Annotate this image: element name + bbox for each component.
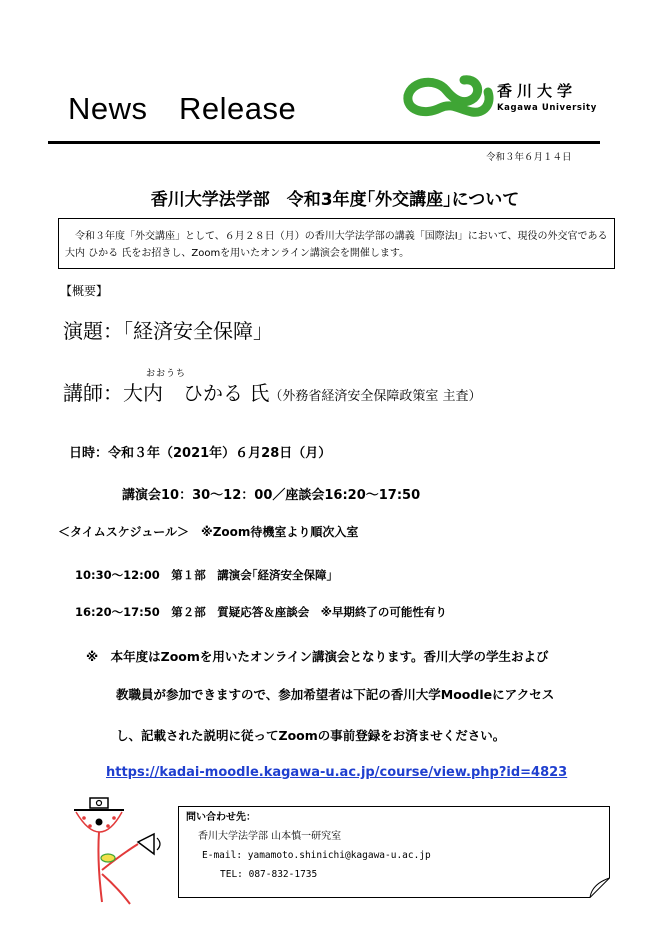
- university-name-ja: 香川大学: [497, 82, 578, 100]
- lecturer: [63, 377, 482, 406]
- topic: 演題：｢経済安全保障｣: [63, 319, 263, 343]
- schedule-session-2: 16:20～17:50 第２部 質疑応答＆座談会 ※早期終了の可能性有り: [75, 605, 447, 619]
- summary-text: 令和３年度「外交講座」として、６月２８日（月）の香川大学法学部の講義「国際法Ⅰ」において、現役の外交官である大内 ひかる 氏をお招きし、Zoomを用いたオンライン講演会を開催します。: [65, 231, 608, 259]
- mascot-icon: [60, 792, 170, 912]
- university-name-en: Kagawa University: [497, 103, 597, 113]
- contact-office: 香川大学法学部 山本慎一研究室: [198, 831, 342, 842]
- news-release-title: News Release: [68, 91, 297, 126]
- summary-box: [58, 218, 615, 269]
- release-date: 令和３年６月１４日: [486, 152, 572, 163]
- contact-heading: 問い合わせ先：: [186, 812, 256, 823]
- moodle-link[interactable]: https://kadai-moodle.kagawa-u.ac.jp/course/view.php?id=4823: [106, 765, 568, 780]
- event-datetime: 日時：令和３年（2021年）６月28日（月）: [69, 446, 332, 461]
- header-rule: [48, 141, 600, 144]
- schedule-heading: ＜タイムスケジュール＞ ※Zoom待機室より順次入室: [58, 525, 359, 539]
- contact-info: [186, 808, 431, 884]
- lecturer-name: 講師：大内 ひかる 氏: [63, 381, 270, 405]
- headline: 香川大学法学部 令和3年度｢外交講座｣について: [150, 190, 520, 210]
- note-line-3: し、記載された説明に従ってZoomの事前登録をお済ませください。: [116, 728, 506, 743]
- overview-label: 【概要】: [60, 284, 109, 298]
- schedule-session-1: 10:30～12:00 第１部 講演会｢経済安全保障｣: [75, 568, 333, 582]
- contact-tel: TEL: 087-832-1735: [220, 869, 318, 880]
- contact-email: E-mail: yamamoto.shinichi@kagawa-u.ac.jp: [202, 850, 431, 861]
- lecturer-affiliation: （外務省経済安全保障政策室 主査）: [269, 389, 482, 404]
- lecturer-ruby: おおうち: [146, 369, 187, 379]
- event-times: 講演会10：30～12：00／座談会16:20～17:50: [122, 488, 421, 503]
- note-line-1: ※ 本年度はZoomを用いたオンライン講演会となります。香川大学の学生および: [86, 649, 549, 664]
- note-line-2: 教職員が参加できますので、参加希望者は下記の香川大学Moodleにアクセス: [116, 687, 555, 702]
